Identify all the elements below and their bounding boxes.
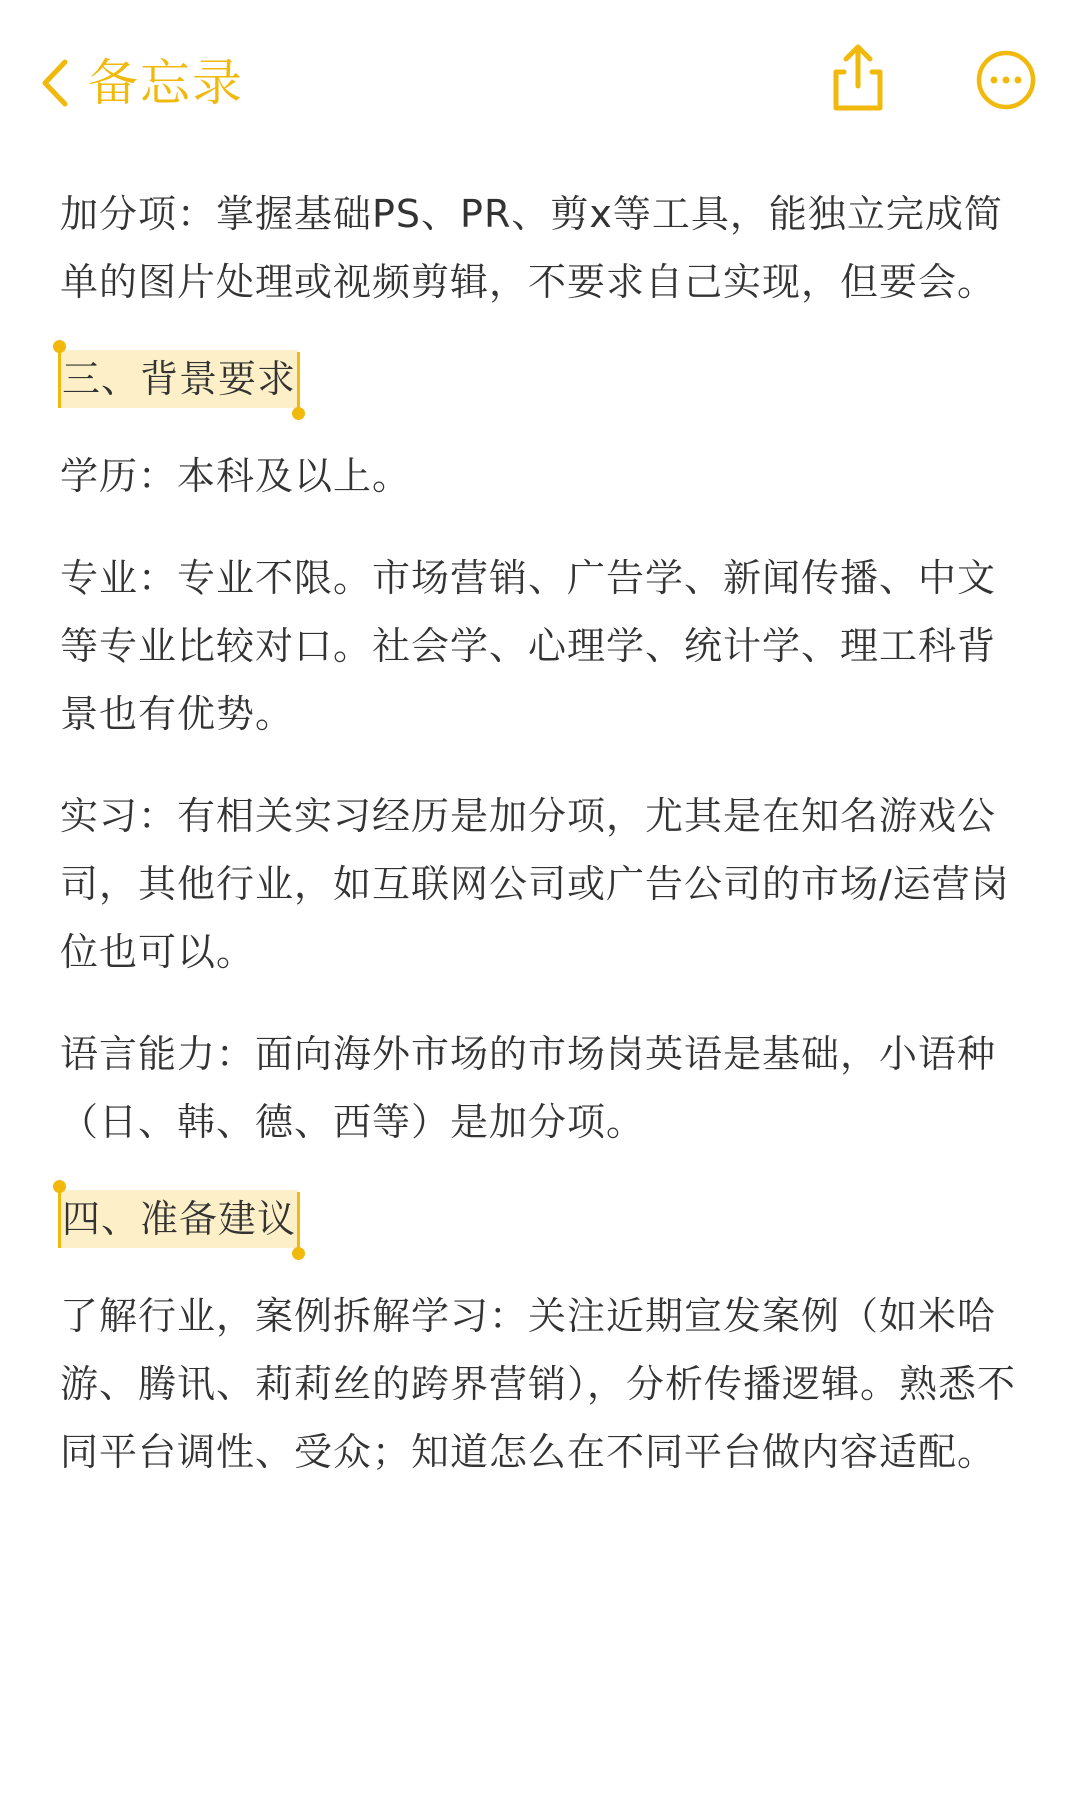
back-button[interactable]: [40, 48, 244, 118]
note-body[interactable]: [60, 180, 1030, 1520]
paragraph-education: 学历：本科及以上。: [60, 454, 412, 498]
selected-heading-preparation[interactable]: [60, 1190, 298, 1248]
selection-end-handle[interactable]: [297, 1192, 300, 1254]
selection-end-handle[interactable]: [297, 352, 300, 414]
heading-background-requirements: 三、背景要求: [60, 350, 298, 408]
selection-start-handle[interactable]: [58, 346, 61, 408]
more-button[interactable]: [976, 50, 1036, 110]
navigation-bar: [0, 0, 1080, 170]
more-icon: [976, 95, 1036, 114]
paragraph-bonus-skills: 加分项：掌握基础PS、PR、剪x等工具，能独立完成简单的图片处理或视频剪辑，不要求自己实现，但要会。: [60, 192, 1003, 304]
share-icon: [826, 99, 890, 118]
paragraph-language: 语言能力：面向海外市场的市场岗英语是基础，小语种（日、韩、德、西等）是加分项。: [60, 1032, 997, 1144]
paragraph-industry-study: 了解行业，案例拆解学习：关注近期宣发案例（如米哈游、腾讯、莉莉丝的跨界营销），分析传播逻辑。熟悉不同平台调性、受众；知道怎么在不同平台做内容适配。: [60, 1294, 1017, 1474]
paragraph-internship: 实习：有相关实习经历是加分项，尤其是在知名游戏公司，其他行业，如互联网公司或广告公司的市场/运营岗位也可以。: [60, 794, 1010, 974]
selection-start-handle[interactable]: [58, 1186, 61, 1248]
paragraph-major: 专业：专业不限。市场营销、广告学、新闻传播、中文等专业比较对口。社会学、心理学、统计学、理工科背景也有优势。: [60, 556, 997, 736]
chevron-left-icon: [40, 58, 70, 108]
selected-heading-background[interactable]: [60, 350, 298, 408]
share-button[interactable]: [826, 42, 890, 114]
back-label: 备忘录: [88, 54, 244, 112]
heading-preparation-advice: 四、准备建议: [60, 1190, 298, 1248]
